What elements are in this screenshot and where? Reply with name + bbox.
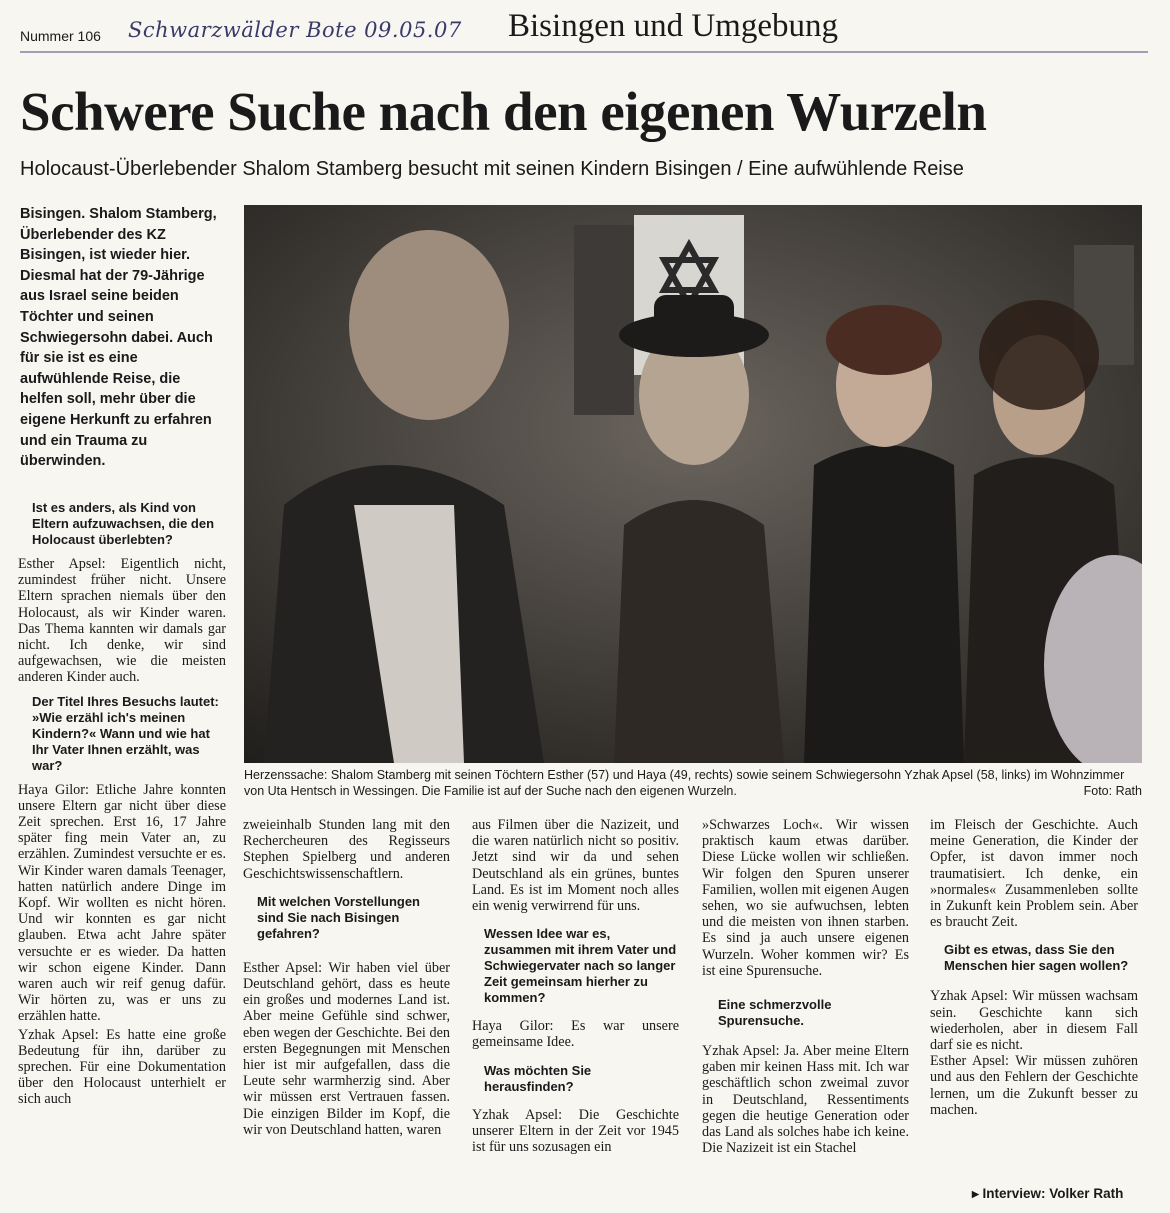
byline: ▸ Interview: Volker Rath <box>972 1186 1124 1201</box>
answer: Yzhak Apsel: Wir müssen wachsam sein. Geschichte kann sich wiederholen, aber in diesem Fall darf sie es nicht. <box>930 988 1138 1054</box>
family-photo-illustration <box>244 205 1142 763</box>
photo-credit: Foto: Rath <box>1083 784 1142 798</box>
question: Wessen Idee war es, zusammen mit ihrem Vater und Schwiegervater nach so langer Zeit gemeinsam hierher zu kommen? <box>484 926 677 1006</box>
column-3 <box>472 817 679 1155</box>
handwritten-note: Schwarzwälder Bote 09.05.07 <box>128 18 462 42</box>
answer: im Fleisch der Geschichte. Auch meine Generation, die Kinder der Opfer, ist davon immer noch traumatisiert. Ich denke, ein »normales« Zusammenleben sollte in Zukunft kein Problem sein. Aber es braucht Zeit. <box>930 817 1138 931</box>
question: Eine schmerzvolle Spurensuche. <box>718 997 832 1029</box>
answer: »Schwarzes Loch«. Wir wissen praktisch kaum etwas darüber. Diese Lücke wollen wir schließen. Wir folgen den Spuren unserer Familien, wollen mit eigenen Augen sehen, wo sie aufwuchsen, lebten und die meisten von ihnen starben. Es sind ja auch unsere eigenen Wurzeln. Woher kommen wir? Es ist eine Spurensuche. <box>702 817 909 979</box>
column-2 <box>243 817 450 1138</box>
question: Ist es anders, als Kind von Eltern aufzuwachsen, die den Holocaust überlebten? <box>32 500 215 547</box>
question: Was möchten Sie herausfinden? <box>484 1062 592 1094</box>
header-rule <box>20 51 1148 53</box>
answer: Haya Gilor: Etliche Jahre konnten unsere Eltern gar nicht über diese Zeit sprechen. Erst 16, 17 Jahre später fing mein Vater an, zu erzählen. Zumindest versuchte er es. Wir Kinder waren damals Teenager, hatten natürlich andere Dinge im Kopf. Wir wollten es nicht hören. Und wir konnten es gar nicht glauben. Etwa acht Jahre später versuchte er es wieder. Da hatten wir schon eigene Kinder. Dann waren auch wir reif genug dafür. Wir hörten zu, was er uns zu erzählen hatte. <box>18 781 226 1025</box>
page-header <box>20 8 1148 52</box>
answer: Yzhak Apsel: Es hatte eine große Bedeutung für ihn, darüber zu sprechen. Für eine Dokumentation über den Holocaust unterhielt er sich auch <box>18 1026 226 1108</box>
column-4 <box>702 817 909 1156</box>
article-photo <box>244 205 1142 763</box>
answer: Esther Apsel: Eigentlich nicht, zumindest früher nicht. Unsere Eltern sprachen niemals über den Holocaust, als wir Kinder waren. Das Thema kannten wir damals gar nicht. Ich denke, wir sind aufgewachsen, wie die meisten anderen Kinder auch. <box>18 556 226 686</box>
headline: Schwere Suche nach den eigenen Wurzeln <box>20 81 987 142</box>
answer: Esther Apsel: Wir haben viel über Deutschland gehört, dass es heute ein großes und modernes Land ist. Aber meine Gefühle sind schwer, eben wegen der Geschichte. Bei den ersten Begegnungen mit Menschen hier ist mir aufgefallen, dass die Leute sehr warmherzig sind. Aber wir müssen erst Vertrauen fassen. Die einzigen Bilder im Kopf, die wir von Deutschland hatten, waren <box>243 959 450 1138</box>
answer: zweieinhalb Stunden lang mit den Rechercheuren des Regisseurs Stephen Spielberg und anderen Geschichtswissenschaftlern. <box>243 817 450 882</box>
column-5 <box>930 817 1138 1118</box>
subheadline: Holocaust-Überlebender Shalom Stamberg besucht mit seinen Kindern Bisingen / Eine aufwühlende Reise <box>20 158 964 180</box>
answer: aus Filmen über die Nazizeit, und die waren natürlich nicht so positiv. Jetzt sind wir da und sehen Deutschland als ein grünes, buntes Land. Es ist im Moment noch alles ein wenig verwirrend für uns. <box>472 817 679 915</box>
caption-text: Herzenssache: Shalom Stamberg mit seinen Töchtern Esther (57) und Haya (49, rechts) sowie seinem Schwiegersohn Yzhak Apsel (58, links) im Wohnzimmer von Uta Hentsch in Wessingen. Die Familie ist auf der Suche nach den eigenen Wurzeln. <box>244 768 1125 798</box>
question: Mit welchen Vorstellungen sind Sie nach Bisingen gefahren? <box>257 893 421 941</box>
question: Gibt es etwas, dass Sie den Menschen hier sagen wollen? <box>944 942 1129 974</box>
issue-number: Nummer 106 <box>20 28 101 44</box>
answer: Esther Apsel: Wir müssen zuhören und aus den Fehlern der Geschichte lernen, um die Zukunft besser zu machen. <box>930 1053 1138 1118</box>
lead-paragraph: Bisingen. Shalom Stamberg, Überlebender des KZ Bisingen, ist wieder hier. Diesmal hat der 79-Jährige aus Israel seine beiden Töchter und seinen Schwiegersohn dabei. Auch für sie ist es eine aufwühlende Reise, die helfen soll, mehr über die eigene Herkunft zu erfahren und ein Trauma zu überwinden. <box>20 206 217 470</box>
photo-caption <box>244 767 1142 799</box>
question: Der Titel Ihres Besuchs lautet: »Wie erzähl ich's meinen Kindern?« Wann und wie hat Ihr Vater Ihnen erzählt, was war? <box>32 693 219 773</box>
section-title: Bisingen und Umgebung <box>508 8 838 44</box>
answer: Haya Gilor: Es war unsere gemeinsame Idee. <box>472 1018 679 1051</box>
column-1 <box>18 500 226 1108</box>
answer: Yzhak Apsel: Die Geschichte unserer Eltern in der Zeit vor 1945 ist für uns sozusagen ein <box>472 1106 679 1156</box>
answer: Yzhak Apsel: Ja. Aber meine Eltern gaben mir keinen Hass mit. Ich war geschäftlich schon zweimal zuvor in Deutschland, Ressentiments gegen die heutige Generation oder das Land als solches habe ich keine. Die Nazizeit ist ein Stachel <box>702 1043 909 1157</box>
